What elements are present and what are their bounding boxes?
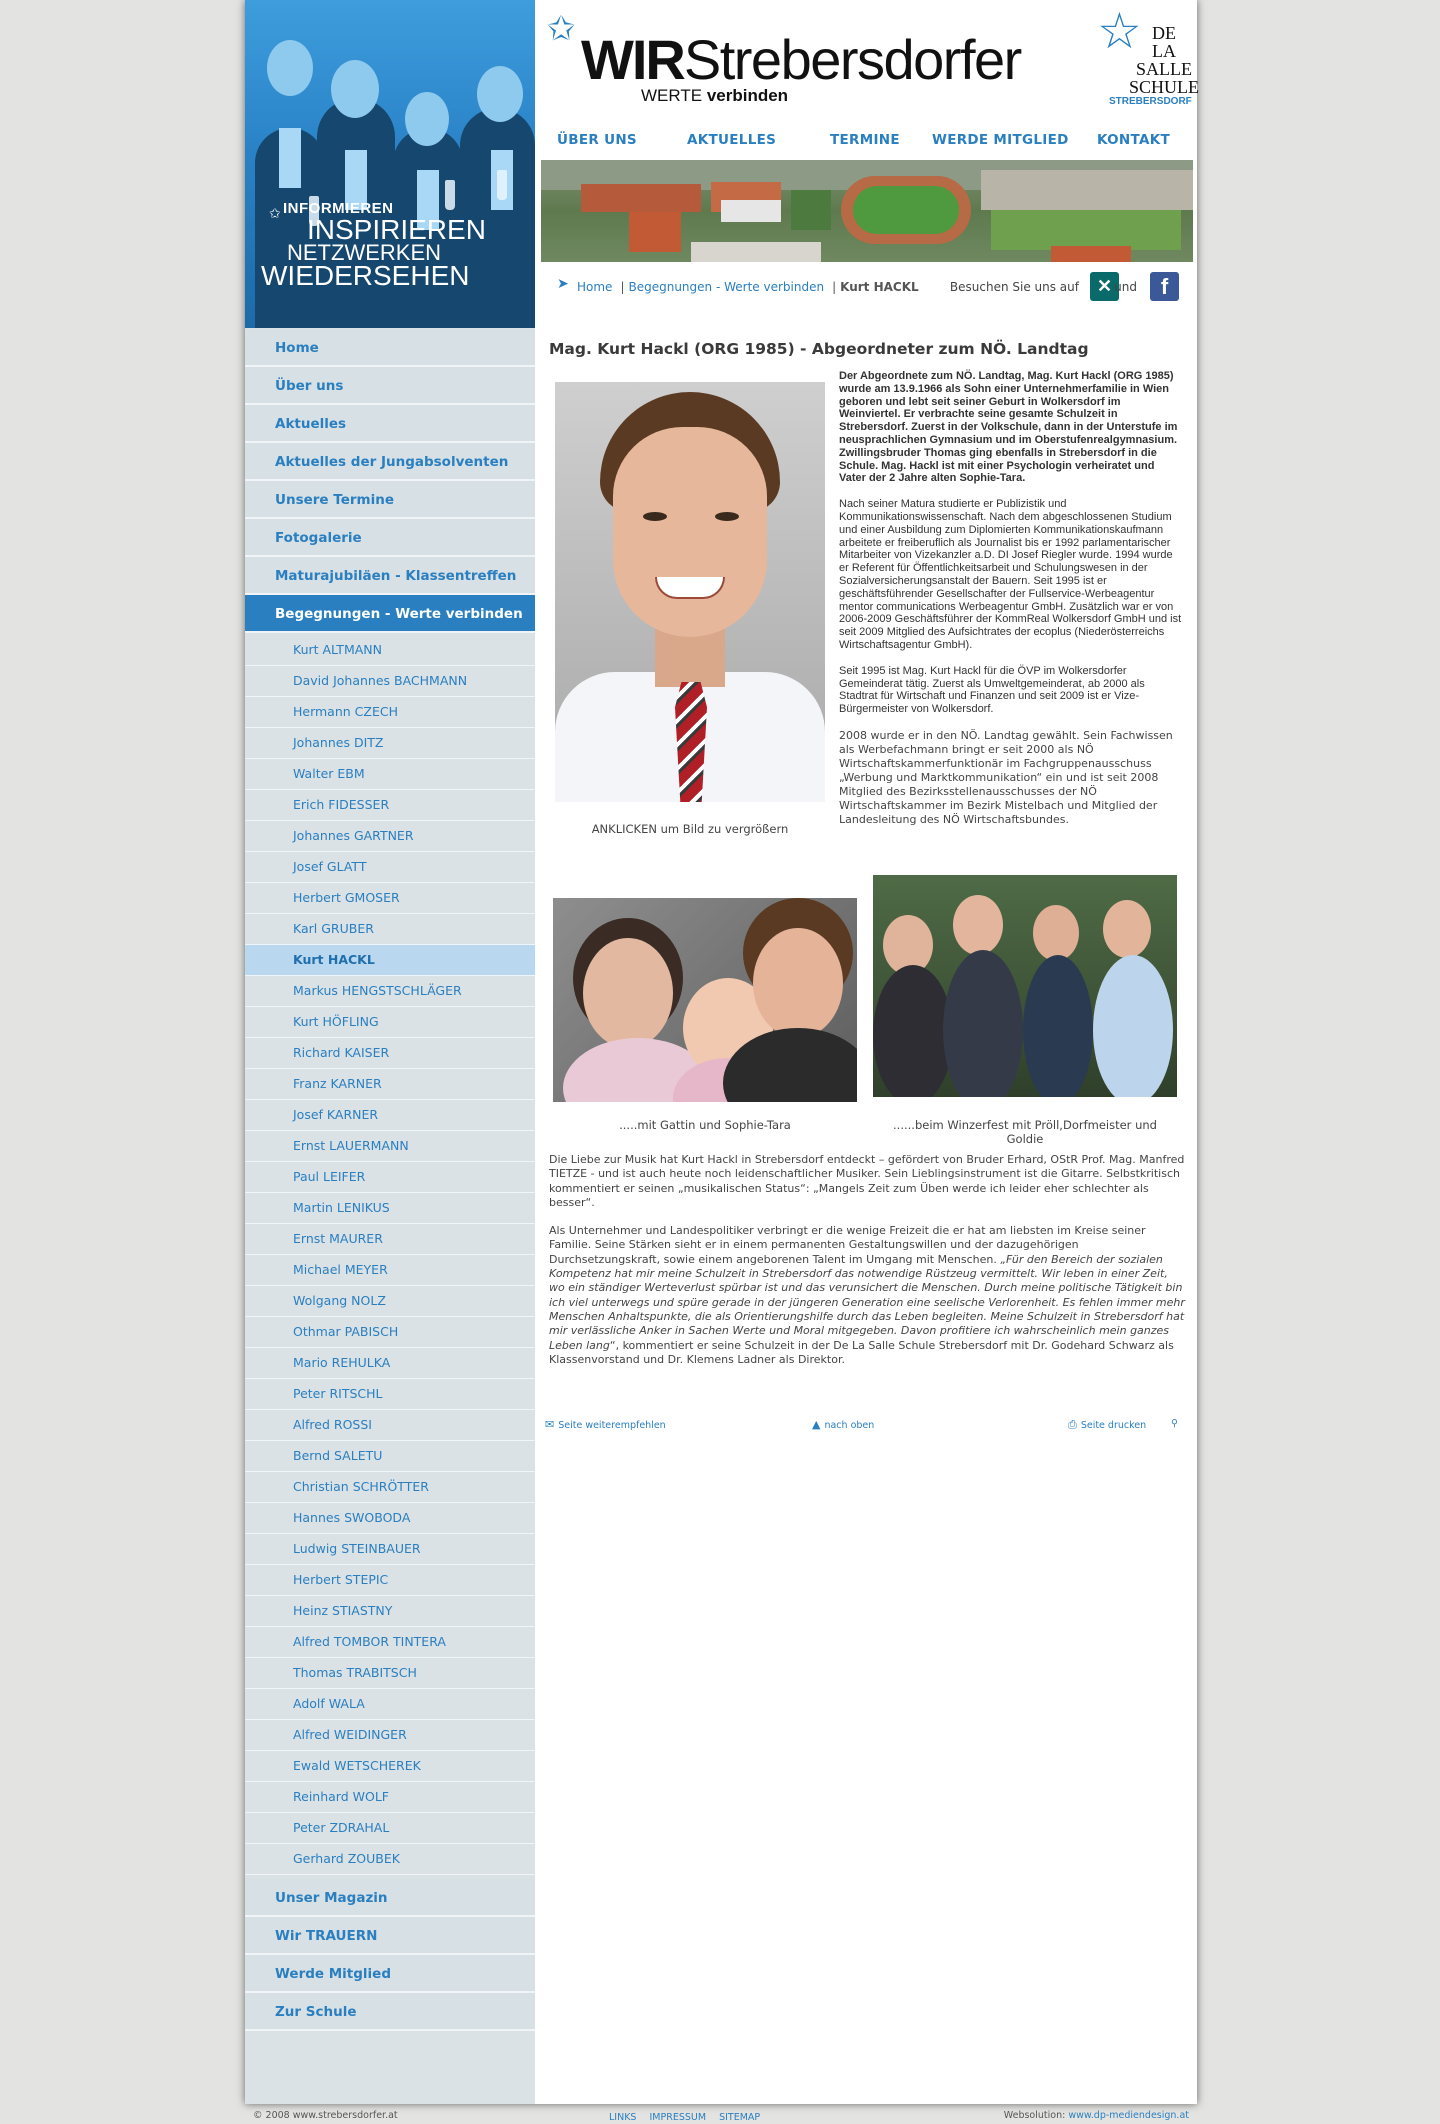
sidebar-item-maturajubilaen-klassentreffen[interactable]: Maturajubiläen - Klassentreffen	[245, 557, 535, 595]
websolution	[1004, 2110, 1189, 2121]
breadcrumb	[577, 280, 919, 294]
campus-aerial-photo	[541, 160, 1193, 262]
logo-tag-plain: WERTE	[641, 86, 707, 105]
footer-links	[609, 2112, 770, 2123]
print-label: Seite drucken	[1080, 1420, 1147, 1431]
back-to-top-link[interactable]	[812, 1418, 874, 1431]
sidebar-subitem-thomas-trabitsch[interactable]: Thomas TRABITSCH	[245, 1658, 535, 1689]
hero-slogan	[261, 200, 531, 289]
winzerfest-photo[interactable]	[873, 875, 1177, 1097]
site-logo[interactable]	[547, 9, 1067, 112]
sidebar-subitem-karl-gruber[interactable]: Karl GRUBER	[245, 914, 535, 945]
sidebar-subitem-alfred-weidinger[interactable]: Alfred WEIDINGER	[245, 1720, 535, 1751]
sidebar-subitem-alfred-rossi[interactable]: Alfred ROSSI	[245, 1410, 535, 1441]
arrow-up-icon: ▲	[812, 1418, 821, 1431]
right-column	[537, 0, 1200, 2104]
sidebar-item-unsere-termine[interactable]: Unsere Termine	[245, 481, 535, 519]
sidebar-item-aktuelles[interactable]: Aktuelles	[245, 405, 535, 443]
info-icon[interactable]: ⚲	[1171, 1418, 1178, 1429]
sidebar-subitem-kurt-altmann[interactable]: Kurt ALTMANN	[245, 635, 535, 666]
sidebar-subitem-mario-rehulka[interactable]: Mario REHULKA	[245, 1348, 535, 1379]
sidebar-item-fotogalerie[interactable]: Fotogalerie	[245, 519, 535, 557]
school-logo-sub: STREBERSDORF	[1109, 96, 1192, 107]
sidebar-subitem-richard-kaiser[interactable]: Richard KAISER	[245, 1038, 535, 1069]
article-intro	[839, 370, 1183, 840]
breadcrumb-parent[interactable]: Begegnungen - Werte verbinden	[628, 280, 825, 294]
sidebar-subitem-josef-karner[interactable]: Josef KARNER	[245, 1100, 535, 1131]
school-line-3: SALLE	[1136, 59, 1192, 79]
sidebar-item-werde-mitglied[interactable]: Werde Mitglied	[245, 1955, 535, 1993]
site-footer	[245, 2104, 1197, 2124]
portrait-caption: ANKLICKEN um Bild zu vergrößern	[591, 822, 789, 836]
sidebar-subitem-martin-lenikus[interactable]: Martin LENIKUS	[245, 1193, 535, 1224]
printer-icon: ⎙	[1068, 1418, 1077, 1431]
school-logo[interactable]	[1097, 2, 1200, 110]
recommend-label: Seite weiterempfehlen	[558, 1420, 666, 1431]
article-quote: „Für den Bereich der sozialen Kompetenz hat mir meine Schulzeit in Strebersdorf das notwendige Rüstzeug vermittelt. Wir leben in einer Zeit, wo ein ständiger Werteverlust spürbar ist und das verunsichert die Menschen. Durch meine politische Tätigkeit bin ich viel unterwegs und spüre gerade in der jüngeren Generation eine seelische Verlorenheit. Es fehlen immer mehr Menschen Anhaltspunkte, die als Orientierungshilfe durch das Leben begleiten. Meine Schulzeit in Strebersdorf hat mir verlässliche Anker in Sachen Werte und Moral mitgegeben. Davon profitiere ich wahrscheinlich mein ganzes Leben lang	[549, 1252, 1185, 1352]
sidebar-subitem-adolf-wala[interactable]: Adolf WALA	[245, 1689, 535, 1720]
sidebar-nav	[245, 329, 535, 2031]
sidebar-subitem-ewald-wetscherek[interactable]: Ewald WETSCHEREK	[245, 1751, 535, 1782]
sidebar-subitem-kurt-hofling[interactable]: Kurt HÖFLING	[245, 1007, 535, 1038]
hero-line-3: NETZWERKEN	[287, 240, 441, 265]
page-tools	[545, 1415, 1185, 1435]
footer-link-sitemap[interactable]: SITEMAP	[719, 2112, 761, 2123]
logo-name: Strebersdorfer	[683, 28, 1021, 91]
winzerfest-photo-caption: ......beim Winzerfest mit Pröll,Dorfmeister und Goldie	[893, 1118, 1157, 1146]
sidebar-subitem-peter-ritschl[interactable]: Peter RITSCHL	[245, 1379, 535, 1410]
article-paragraph: Seit 1995 ist Mag. Kurt Hackl für die ÖVP im Wolkersdorfer Gemeinderat tätig. Zuerst als Umweltgemeinderat, ab 2000 als Stadtrat für Wirtschaft und Finanzen und seit 2009 ist er Vize-Bürgermeister von Wolkersdorf.	[839, 664, 1145, 716]
sidebar-subitem-markus-hengstschlager[interactable]: Markus HENGSTSCHLÄGER	[245, 976, 535, 1007]
article-text: Als Unternehmer und Landespolitiker verbringt er die wenige Freizeit die er hat am liebsten im Kreise seiner Familie. Seine Stärken sieht er in einem permanenten Gestaltungswillen und der dazugehörigen Durchsetzungskraft, sowie einem angeborenen Talent im Umgang mit Menschen.	[549, 1224, 1146, 1266]
sidebar-subitem-franz-karner[interactable]: Franz KARNER	[245, 1069, 535, 1100]
main-content	[545, 330, 1185, 1431]
sidebar-item-uber-uns[interactable]: Über uns	[245, 367, 535, 405]
sidebar-subitem-bernd-saletu[interactable]: Bernd SALETU	[245, 1441, 535, 1472]
social-and: und	[1114, 280, 1137, 294]
back-to-top-label: nach oben	[824, 1420, 875, 1431]
breadcrumb-home[interactable]: Home	[577, 280, 613, 294]
sidebar-item-unser-magazin[interactable]: Unser Magazin	[245, 1879, 535, 1917]
article-paragraph: Nach seiner Matura studierte er Publizistik und Kommunikationswissenschaft. Nach dem abgeschlossenen Studium und einer Ausbildung zum Diplomierten Kommunikationskaufmann arbeitete er freiberuflich als Journalist bis er 1992 parlamentarischer Mitarbeiter von Vizekanzler a.D. DI Josef Riegler wurde. 1994 wurde er Referent für Öffentlichkeitsarbeit und Schulungswesen in der Sozialversicherungsanstalt der Bauern. Seit 1995 ist er geschäftsführender Gesellschafter der Fullservice-Werbeagentur mentor communications Werbeagentur GmbH. Zusätzlich war er von 2006-2009 Geschäftsführer der KommReal Wolkersdorf GmbH und ist seit 2009 Mitglied des Aufsichtrates der ecoplus (Niederösterreichs Wirtschaftsagentur GmbH).	[839, 498, 1182, 651]
sidebar-subitem-heinz-stiastny[interactable]: Heinz STIASTNY	[245, 1596, 535, 1627]
sidebar-item-aktuelles-der-jungabsolventen[interactable]: Aktuelles der Jungabsolventen	[245, 443, 535, 481]
sidebar-submenu	[245, 633, 535, 1879]
breadcrumb-bar	[557, 272, 1187, 302]
article-lead: Der Abgeordnete zum NÖ. Landtag, Mag. Kurt Hackl (ORG 1985) wurde am 13.9.1966 als Sohn einer Unternehmerfamilie in Wien geboren und lebt seit seiner Geburt in Wolkersdorf im Weinviertel. Er verbrachte seine gesamte Schulzeit in Strebersdorf. Zuerst in der Volkschule, dann in der Unterstufe im neusprachlichen Gymnasium und im Oberstufenrealgymnasium. Zwillingsbruder Thomas ging ebenfalls in Strebersdorf in die Schule. Mag. Hackl ist mit einer Psychologin verheiratet und Vater der 2 Jahre alten Sophie-Tara.	[839, 370, 1178, 485]
school-star-icon: ☆	[1097, 2, 1142, 60]
sidebar-subitem-walter-ebm[interactable]: Walter EBM	[245, 759, 535, 790]
star-icon: ✩	[269, 206, 281, 222]
arrow-right-icon: ➤	[557, 276, 569, 292]
copyright: © 2008 www.strebersdorfer.at	[253, 2110, 398, 2121]
sidebar-subitem-herbert-gmoser[interactable]: Herbert GMOSER	[245, 883, 535, 914]
facebook-icon[interactable]: f	[1150, 272, 1179, 301]
sidebar-subitem-wolgang-nolz[interactable]: Wolgang NOLZ	[245, 1286, 535, 1317]
sidebar-subitem-johannes-gartner[interactable]: Johannes GARTNER	[245, 821, 535, 852]
top-nav-aktuelles[interactable]: AKTUELLES	[687, 132, 777, 148]
portrait-image[interactable]	[555, 382, 825, 802]
hero-line-1: INFORMIEREN	[283, 200, 394, 217]
school-line-2: LA	[1152, 41, 1176, 61]
websolution-label: Websolution:	[1003, 2110, 1069, 2121]
sidebar-subitem-herbert-stepic[interactable]: Herbert STEPIC	[245, 1565, 535, 1596]
footer-link-links[interactable]: LINKS	[609, 2112, 637, 2123]
sidebar-subitem-hannes-swoboda[interactable]: Hannes SWOBODA	[245, 1503, 535, 1534]
article-paragraph: Die Liebe zur Musik hat Kurt Hackl in Strebersdorf entdeckt – gefördert von Bruder Erhard, OStR Prof. Mag. Manfred TIETZE - und ist auch heute noch leidenschaftlicher Musiker. Sein Lieblingsinstrument ist die Gitarre. Selbstkritisch kommentiert er seinen „musikalischen Status“: „Mangels Zeit zum Üben werde ich leider eher schlechter als besser“.	[549, 1153, 1185, 1209]
sidebar-subitem-david-johannes-bachmann[interactable]: David Johannes BACHMANN	[245, 666, 535, 697]
article-body	[549, 1153, 1185, 1381]
sidebar-subitem-reinhard-wolf[interactable]: Reinhard WOLF	[245, 1782, 535, 1813]
sidebar-subitem-ernst-maurer[interactable]: Ernst MAURER	[245, 1224, 535, 1255]
sidebar-subitem-erich-fidesser[interactable]: Erich FIDESSER	[245, 790, 535, 821]
hero-line-2: INSPIRIEREN	[307, 214, 486, 245]
sidebar-item-wir-trauern[interactable]: Wir TRAUERN	[245, 1917, 535, 1955]
school-logo-text	[1129, 24, 1199, 96]
top-nav-ueber-uns[interactable]: ÜBER UNS	[557, 132, 637, 148]
breadcrumb-separator: |	[832, 280, 837, 294]
sidebar-subitem-hermann-czech[interactable]: Hermann CZECH	[245, 697, 535, 728]
sidebar-item-begegnungen-werte-verbinden[interactable]: Begegnungen - Werte verbinden	[245, 595, 535, 633]
print-link[interactable]	[1068, 1418, 1146, 1432]
sidebar-item-home[interactable]: Home	[245, 329, 535, 367]
sidebar-subitem-othmar-pabisch[interactable]: Othmar PABISCH	[245, 1317, 535, 1348]
article-text: “, kommentiert er seine Schulzeit in der De La Salle Schule Strebersdorf mit Dr. Godehard Schwarz als Klassenvorstand und Dr. Klemens Ladner als Direktor.	[549, 1338, 1174, 1366]
sidebar-subitem-christian-schrotter[interactable]: Christian SCHRÖTTER	[245, 1472, 535, 1503]
xing-icon[interactable]: ✕	[1090, 272, 1119, 301]
school-line-4: SCHULE	[1129, 77, 1200, 97]
hero-line-4: WIEDERSEHEN	[261, 260, 470, 291]
hero-image	[245, 0, 535, 328]
sidebar-subitem-ernst-lauermann[interactable]: Ernst LAUERMANN	[245, 1131, 535, 1162]
family-photo[interactable]	[553, 898, 857, 1102]
logo-star-icon: ✩	[547, 9, 576, 49]
logo-tagline	[641, 86, 788, 106]
sidebar-subitem-peter-zdrahal[interactable]: Peter ZDRAHAL	[245, 1813, 535, 1844]
sidebar-subitem-johannes-ditz[interactable]: Johannes DITZ	[245, 728, 535, 759]
mail-icon: ✉	[545, 1418, 555, 1431]
family-photo-caption: .....mit Gattin und Sophie-Tara	[619, 1118, 791, 1132]
left-column	[245, 0, 535, 2104]
breadcrumb-current: Kurt HACKL	[840, 280, 919, 294]
logo-wordmark	[581, 30, 1021, 90]
article-paragraph: 2008 wurde er in den NÖ. Landtag gewählt. Sein Fachwissen als Werbefachmann bringt er seit 2000 als NÖ Wirtschaftskammerfunktionär im Fachgruppenausschuss „Werbung und Marktkommunikation“ ein und ist seit 2008 Mitglied des Bezirksstellenausschusses der NÖ Wirtschaftskammer im Bezirk Mistelbach und Mitglied der Landesleitung des NÖ Wirtschaftsbundes.	[839, 728, 1173, 826]
sidebar-item-zur-schule[interactable]: Zur Schule	[245, 1993, 535, 2031]
footer-link-impressum[interactable]: IMPRESSUM	[649, 2112, 707, 2123]
sidebar-subitem-alfred-tombor-tintera[interactable]: Alfred TOMBOR TINTERA	[245, 1627, 535, 1658]
sidebar-subitem-gerhard-zoubek[interactable]: Gerhard ZOUBEK	[245, 1844, 535, 1875]
sidebar-subitem-ludwig-steinbauer[interactable]: Ludwig STEINBAUER	[245, 1534, 535, 1565]
sidebar-subitem-paul-leifer[interactable]: Paul LEIFER	[245, 1162, 535, 1193]
top-nav-werde-mitglied[interactable]: WERDE MITGLIED	[932, 132, 1069, 148]
social-label: Besuchen Sie uns auf	[949, 280, 1079, 294]
article-paragraph	[549, 1224, 1185, 1367]
page-container	[245, 0, 1200, 2104]
page-title: Mag. Kurt Hackl (ORG 1985) - Abgeordneter zum NÖ. Landtag	[549, 340, 1089, 358]
school-line-1: DE	[1152, 23, 1176, 43]
breadcrumb-separator: |	[620, 280, 625, 294]
sidebar-subitem-michael-meyer[interactable]: Michael MEYER	[245, 1255, 535, 1286]
logo-wir: WIR	[581, 28, 684, 91]
sidebar-subitem-josef-glatt[interactable]: Josef GLATT	[245, 852, 535, 883]
top-nav-kontakt[interactable]: KONTAKT	[1097, 132, 1171, 148]
logo-tag-bold: verbinden	[706, 86, 789, 105]
recommend-link[interactable]	[545, 1418, 666, 1431]
top-nav-termine[interactable]: TERMINE	[830, 132, 900, 148]
sidebar-subitem-kurt-hackl[interactable]: Kurt HACKL	[245, 945, 535, 976]
websolution-link[interactable]: www.dp-mediendesign.at	[1068, 2110, 1189, 2121]
